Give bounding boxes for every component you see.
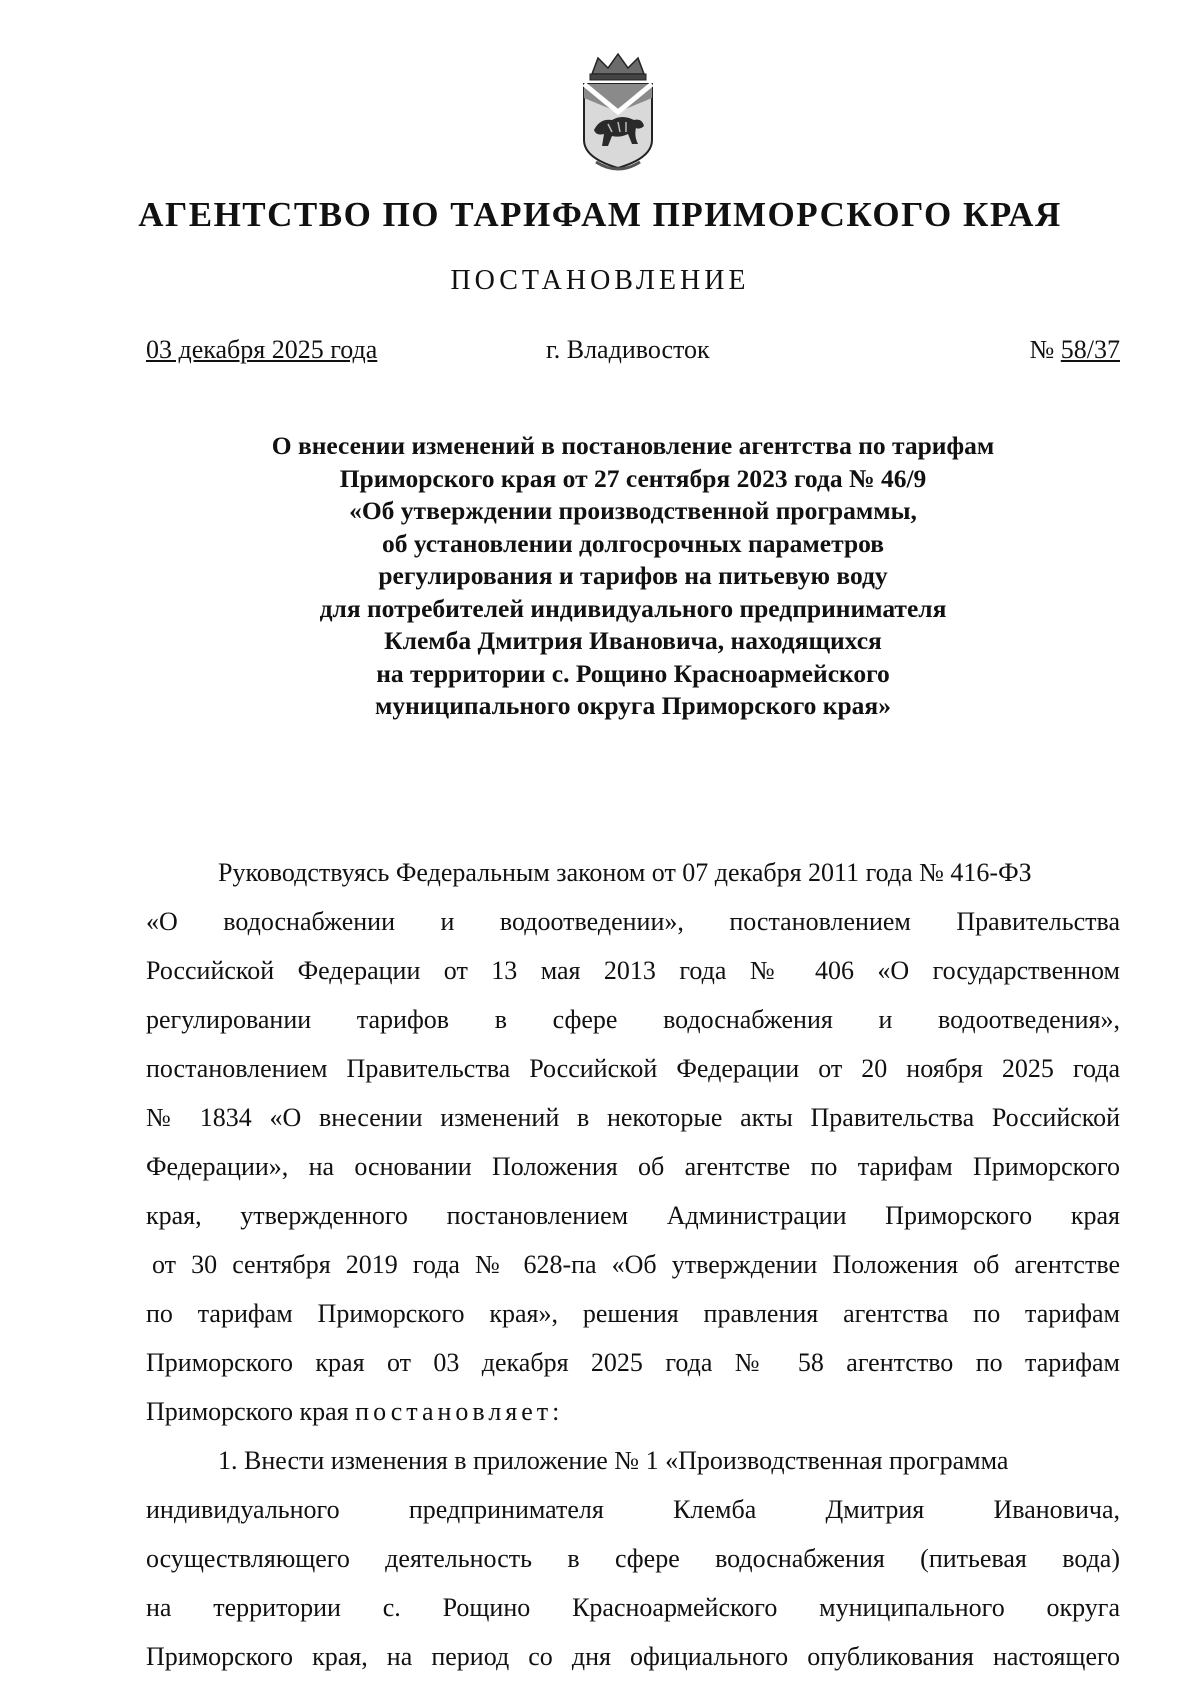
title-line: муниципального округа Приморского края» — [375, 691, 891, 720]
body-line: Приморского края — [146, 1397, 356, 1426]
body-line: осуществляющего деятельность в сфере водоснабжения (питьевая вода) — [146, 1544, 1120, 1573]
body-line: Российской Федерации от 13 мая 2013 года № 406 «О государственном — [146, 956, 1120, 985]
document-title — [146, 430, 1120, 723]
title-line: Приморского края от 27 сентября 2023 года № 46/9 — [339, 463, 927, 493]
body-line: от 30 сентября 2019 года № 628-па «Об утверждении Положения об агентстве — [152, 1250, 1120, 1279]
title-line: Клемба Дмитрия Ивановича, находящихся — [384, 626, 882, 655]
title-line: для потребителей индивидуального предпринимателя — [319, 593, 947, 623]
body-line: края, утвержденного постановлением Администрации Приморского края — [146, 1201, 1120, 1230]
body-line: индивидуального предпринимателя Клемба Дмитрия Ивановича, — [146, 1495, 1120, 1524]
document-body — [146, 848, 1120, 1681]
body-line: регулировании тарифов в сфере водоснабжения и водоотведения», — [146, 1005, 1120, 1034]
body-line: «О водоснабжении и водоотведении», постановлением Правительства — [146, 907, 1120, 936]
body-line: на территории с. Рощино Красноармейского муниципального округа — [146, 1593, 1120, 1622]
title-line: об установлении долгосрочных параметров — [381, 528, 885, 558]
number-value: 58/37 — [1060, 335, 1120, 364]
title-line: «Об утверждении производственной программы, — [349, 496, 917, 525]
agency-name: АГЕНТСТВО ПО ТАРИФАМ ПРИМОРСКОГО КРАЯ — [138, 195, 1062, 234]
title-line: регулирования и тарифов на питьевую воду — [378, 561, 888, 590]
document-city: г. Владивосток — [546, 335, 710, 364]
body-line: Руководствуясь Федеральным законом от 07 декабря 2011 года № 416-ФЗ — [218, 858, 1032, 887]
title-line: О внесении изменений в постановление агентства по тарифам — [271, 431, 995, 460]
document-type: ПОСТАНОВЛЕНИЕ — [450, 265, 750, 296]
body-line: постановлением Правительства Российской Федерации от 20 ноября 2025 года — [146, 1054, 1120, 1083]
body-line: 1. Внести изменения в приложение № 1 «Производственная программа — [218, 1446, 1009, 1475]
body-line: Приморского края, на период со дня официального опубликования настоящего — [146, 1642, 1120, 1671]
document-meta — [146, 335, 1120, 371]
body-line: по тарифам Приморского края», решения правления агентства по тарифам — [146, 1299, 1120, 1328]
number-prefix: № — [1029, 335, 1061, 364]
coat-of-arms-icon — [578, 52, 658, 176]
body-line: Приморского края от 03 декабря 2025 года № 58 агентство по тарифам — [146, 1348, 1120, 1377]
resolves-word: постановляет: — [355, 1397, 564, 1426]
document-number — [1029, 335, 1120, 365]
body-line-resolution — [146, 1387, 1120, 1436]
title-line: на территории с. Рощино Красноармейского — [376, 658, 890, 688]
body-line: № 1834 «О внесении изменений в некоторые акты Правительства Российской — [146, 1103, 1120, 1132]
document-date: 03 декабря 2025 года — [146, 335, 378, 364]
body-line: Федерации», на основании Положения об агентстве по тарифам Приморского — [146, 1152, 1120, 1181]
